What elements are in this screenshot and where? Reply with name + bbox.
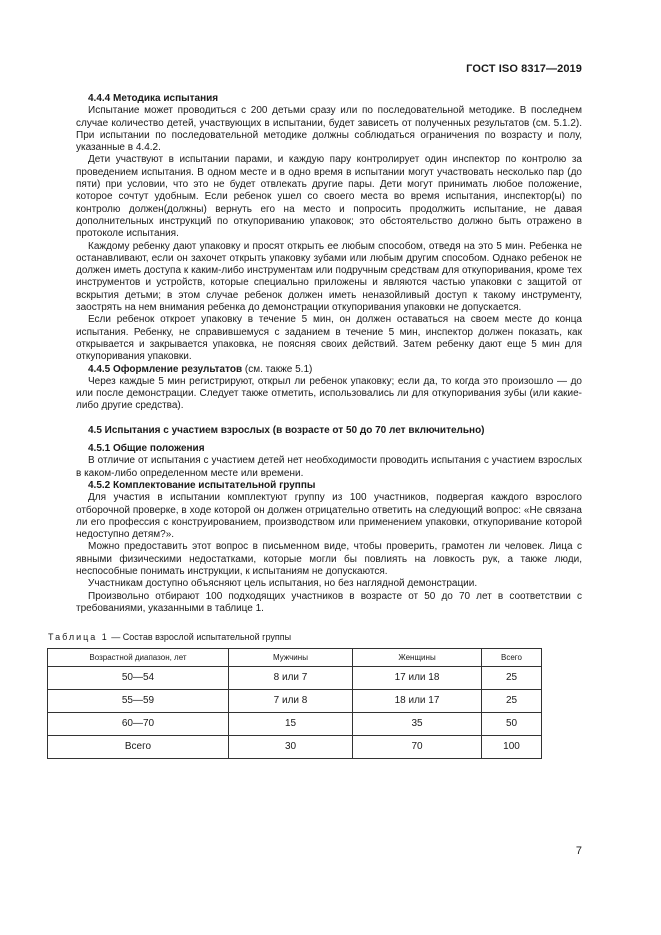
section-4-4-5-heading: 4.4.5 Оформление результатов <box>88 363 243 375</box>
heading-note: (см. также 5.1) <box>244 363 313 375</box>
paragraph: Можно предоставить этот вопрос в письменном виде, чтобы проверить, грамотен ли человек. Лица с явными физическими недостатками, которые могли бы повлиять на ловкость рук, а также люди, неспособные понимать инструкции, к испытаниям не допускаются. <box>76 541 582 577</box>
table-cell: 7 или 8 <box>229 690 353 713</box>
table-cell: Всего <box>48 736 229 759</box>
paragraph: Произвольно отбирают 100 подходящих участников в возрасте от 50 до 70 лет в соответствии с требованиями, указанными в таблице 1. <box>76 590 582 614</box>
table-header-row <box>48 649 542 667</box>
table-cell: 18 или 17 <box>353 690 482 713</box>
table-cell: 8 или 7 <box>229 667 353 690</box>
table-row <box>48 690 542 713</box>
page-number: 7 <box>575 845 582 857</box>
page-content <box>48 93 582 759</box>
paragraph: Испытание может проводиться с 200 детьми сразу или по последовательной методике. В последнем случае количество детей, участвующих в испытании, будет зависеть от полученных результатов (см. 5.1.2). При испытании по последовательной методике должны соблюдаться ограничения по возрасту и полу, указанные в 4.4.2. <box>76 105 582 154</box>
table-cell: 35 <box>353 713 482 736</box>
section-4-4-5-heading-line <box>76 364 582 376</box>
table-row <box>48 713 542 736</box>
paragraph: Участникам доступно объясняют цель испытания, но без наглядной демонстрации. <box>88 578 478 590</box>
section-4-5-2-heading: 4.5.2 Комплектование испытательной группы <box>88 479 316 491</box>
table-cell: 50—54 <box>48 667 229 690</box>
table-cell: 100 <box>482 736 542 759</box>
column-header: Всего <box>482 649 542 667</box>
column-header: Мужчины <box>229 649 353 667</box>
table-cell: 55—59 <box>48 690 229 713</box>
table-caption-label: Таблица 1 <box>48 632 109 643</box>
paragraph: Для участия в испытании комплектуют группу из 100 участников, подвергая каждого взрослого отборочной проверке, в ходе которой он должен отрицательно ответить на следующий вопрос: «Не связана ли его профессия с конструированием, производством или применением упаковки, откупоривание которой недоступно детям?». <box>76 492 582 541</box>
section-4-5-1-heading: 4.5.1 Общие положения <box>88 443 205 455</box>
section-4-5-heading: 4.5 Испытания с участием взрослых (в возрасте от 50 до 70 лет включительно) <box>88 424 485 436</box>
table-row <box>48 736 542 759</box>
table-cell: 50 <box>482 713 542 736</box>
paragraph: Дети участвуют в испытании парами, и каждую пару контролирует один инспектор по контролю за проведением испытания. В одном месте и в одно время в испытании могут участвовать несколько пар (до пяти) при условии, что это не будет отвлекать другие пары. Дети могут принимать любое положение, которое сочтут удобным. Если ребенок ушел со своего места во время испытания, инспектор(ы) по контролю должен(должны) вернуть его на место и попросить продолжить испытание, не давая дополнительных инструкций по откупориванию упаковок; это обстоятельство должно быть отражено в протоколе испытания. <box>76 154 582 240</box>
age-group-table <box>47 648 542 759</box>
paragraph: В отличие от испытания с участием детей нет необходимости проводить испытания с участием взрослых в каком-либо определенном месте или времени. <box>76 455 582 479</box>
table-cell: 30 <box>229 736 353 759</box>
table-cell: 25 <box>482 690 542 713</box>
table-caption-text: — Состав взрослой испытательной группы <box>108 632 292 643</box>
table-caption <box>48 631 582 643</box>
column-header: Возрастной диапазон, лет <box>48 649 229 667</box>
column-header: Женщины <box>353 649 482 667</box>
table-cell: 15 <box>229 713 353 736</box>
table-row <box>48 667 542 690</box>
table-cell: 60—70 <box>48 713 229 736</box>
document-header: ГОСТ ISO 8317—2019 <box>466 63 582 75</box>
section-4-4-4-heading: 4.4.4 Методика испытания <box>88 93 219 104</box>
table-cell: 25 <box>482 667 542 690</box>
paragraph: Через каждые 5 мин регистрируют, открыл ли ребенок упаковку; если да, то когда это произошло — до или после демонстрации. Следует также отметить, использовались ли для откупоривания зубы (или какие-либо другие средства). <box>76 375 582 412</box>
paragraph: Каждому ребенку дают упаковку и просят открыть ее любым способом, отведя на это 5 мин. Ребенка не останавливают, если он захочет открыть упаковку зубами или любым другим способом. Однако ребенок не должен иметь доступа к каким-либо инструментам или подручным средствам для откупоривания, кроме тех инструментов и устройств, которые специально приложены и являются частью упаковки с защитой от вскрытия детьми; в этом случае ребенок должен иметь неназойливый доступ к такому инструменту, заострять на нем внимания ребенка до демонстрации откупоривания упаковки не допускается. <box>76 240 582 314</box>
table-cell: 17 или 18 <box>353 667 482 690</box>
table-cell: 70 <box>353 736 482 759</box>
paragraph: Если ребенок откроет упаковку в течение 5 мин, он должен оставаться на своем месте до конца испытания. Ребенку, не справившемуся с заданием в течение 5 мин, инспектор должен показать, как открывается и закрывается упаковка, не поясняя своих действий. Затем ребенку дают еще 5 мин для откупоривания упаковки. <box>76 314 582 363</box>
